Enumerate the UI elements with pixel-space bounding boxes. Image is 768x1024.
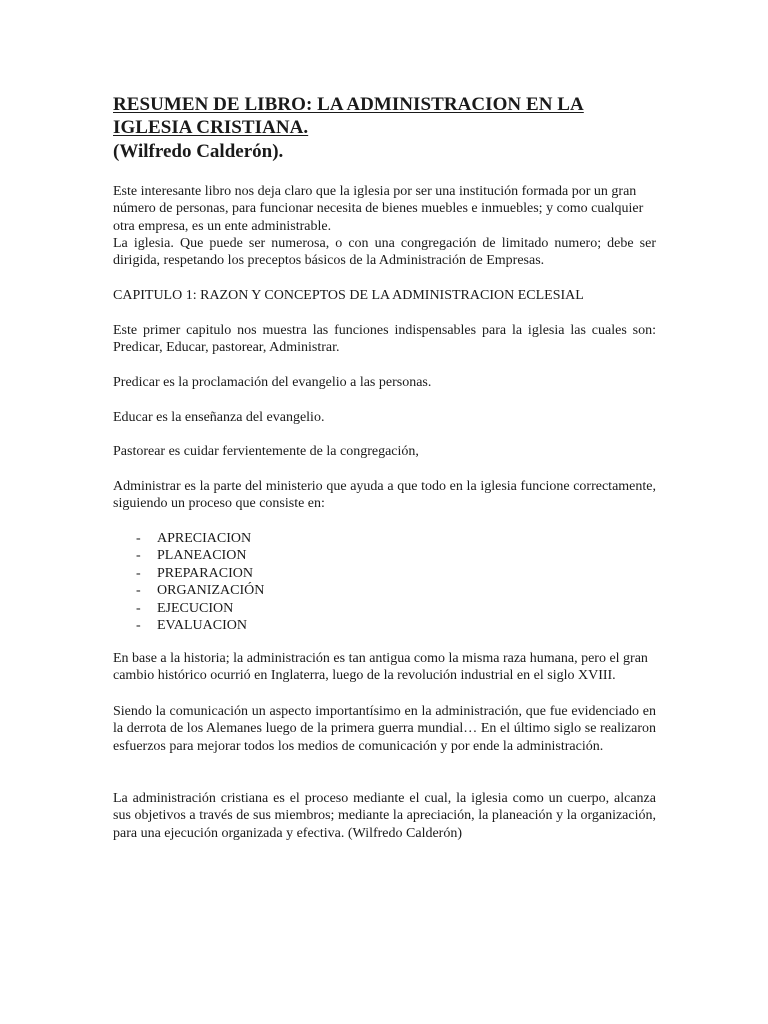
document-title: RESUMEN DE LIBRO: LA ADMINISTRACION EN LA IGLESIA CRISTIANA. <box>113 94 584 138</box>
bullet-dash: - <box>136 531 141 546</box>
definition-administrar: Administrar es la parte del ministerio que ayuda a que todo en la iglesia funcione correctamente, siguiendo un proceso que consiste en: <box>113 479 656 512</box>
definition-pastorear: Pastorear es cuidar fervientemente de la congregación, <box>113 444 419 459</box>
list-item <box>136 617 264 634</box>
process-step-label: APRECIACION <box>157 531 252 546</box>
process-step-label: ORGANIZACIÓN <box>157 583 265 599</box>
history-paragraph-1: En base a la historia; la administración es tan antigua como la misma raza humana, pero el gran cambio histórico ocurrió en Inglaterra, luego de la revolución industrial en el siglo XVIII. <box>113 651 648 684</box>
bullet-dash: - <box>136 583 141 599</box>
document-author: (Wilfredo Calderón). <box>113 141 284 162</box>
chapter-heading: CAPITULO 1: RAZON Y CONCEPTOS DE LA ADMINISTRACION ECLESIAL <box>113 288 584 303</box>
bullet-dash: - <box>136 618 141 634</box>
definition-predicar: Predicar es la proclamación del evangelio a las personas. <box>113 375 432 390</box>
process-step-label: PREPARACION <box>157 565 253 581</box>
bullet-dash: - <box>136 565 141 581</box>
intro-paragraph-1: Este interesante libro nos deja claro que la iglesia por ser una institución formada por un gran número de personas, para funcionar necesita de bienes muebles e inmuebles; y como cualquier otra empresa, es un ente administrable. <box>113 184 644 234</box>
process-steps-list <box>136 530 264 634</box>
process-step-label: EVALUACION <box>157 618 247 634</box>
closing-paragraph: La administración cristiana es el proceso mediante el cual, la iglesia como un cuerpo, alcanza sus objetivos a través de sus miembros; mediante la apreciación, la planeación y la organización, para una ejecución organizada y efectiva. (Wilfredo Calderón) <box>113 791 656 841</box>
intro-paragraph-2: La iglesia. Que puede ser numerosa, o con una congregación de limitado numero; debe ser dirigida, respetando los preceptos básicos de la Administración de Empresas. <box>113 236 656 269</box>
list-item <box>136 582 264 599</box>
list-item <box>136 530 264 547</box>
bullet-dash: - <box>136 600 141 616</box>
list-item <box>136 547 264 564</box>
chapter-intro-paragraph: Este primer capitulo nos muestra las funciones indispensables para la iglesia las cuales son: Predicar, Educar, pastorear, Administrar. <box>113 323 656 356</box>
history-paragraph-2: Siendo la comunicación un aspecto importantísimo en la administración, que fue evidenciado en la derrota de los Alemanes luego de la primera guerra mundial… En el último siglo se realizaron esfuerzos para mejorar todos los medios de comunicación y por ende la administración. <box>113 704 656 754</box>
bullet-dash: - <box>136 548 141 564</box>
list-item <box>136 600 264 617</box>
process-step-label: EJECUCION <box>157 600 234 616</box>
process-step-label: PLANEACION <box>157 548 247 564</box>
list-item <box>136 565 264 582</box>
definition-educar: Educar es la enseñanza del evangelio. <box>113 410 325 425</box>
